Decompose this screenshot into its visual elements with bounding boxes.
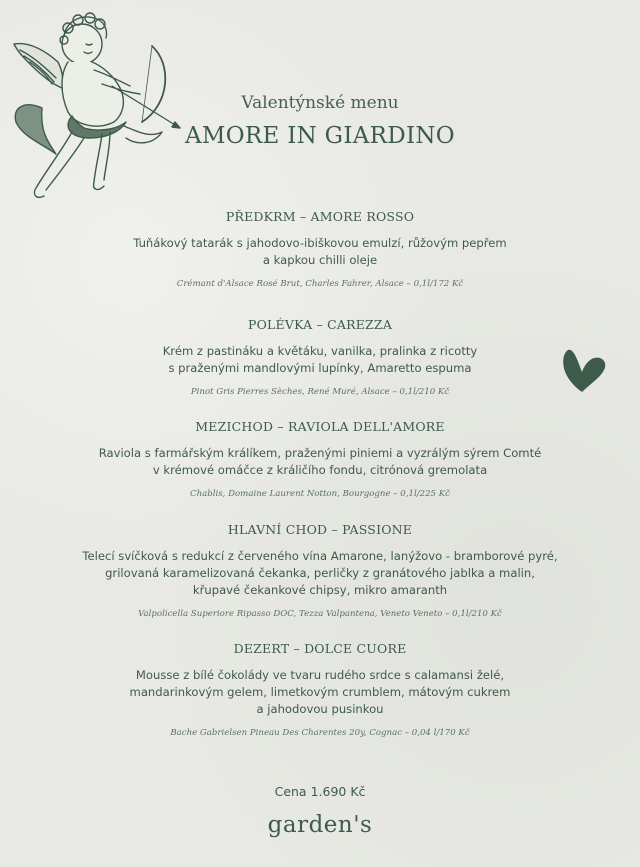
course-title: HLAVNÍ CHOD – PASSIONE: [227, 522, 413, 537]
course-title: DEZERT – DOLCE CUORE: [233, 641, 407, 656]
course-description-line: Raviola s farmářským králíkem, praženými piniemi a vyzrálým sýrem Comté: [98, 446, 542, 460]
course-description-line: Telecí svíčková s redukcí z červeného vína Amarone, lanýžovo - bramborové pyré,: [82, 549, 558, 563]
course-description-line: Tuňákový tatarák s jahodovo-ibiškovou emulzí, růžovým pepřem: [133, 236, 507, 250]
wine-pairing: Chablis, Domaine Laurent Notton, Bourgogne – 0,1l/225 Kč: [190, 489, 450, 499]
course-main: [60, 522, 580, 620]
course-description-line: Krém z pastináku a květáku, vanilka, pralinka z ricotty: [162, 344, 478, 358]
course-description-line: a kapkou chilli oleje: [262, 253, 378, 267]
menu-title: AMORE IN GIARDINO: [185, 123, 455, 149]
course-description-line: a jahodovou pusinkou: [256, 702, 384, 716]
course-description: [60, 235, 580, 269]
menu-subtitle: Valentýnské menu: [241, 93, 399, 113]
course-title: POLÉVKA – CAREZZA: [247, 317, 393, 332]
wine-pairing: Crémant d'Alsace Rosé Brut, Charles Fahrer, Alsace – 0,1l/172 Kč: [176, 279, 464, 289]
wine-pairing: Bache Gabrielsen Pineau Des Charentes 20y, Cognac – 0,04 l/170 Kč: [170, 728, 470, 738]
course-description-line: mandarinkovým gelem, limetkovým crumblem, mátovým cukrem: [129, 685, 511, 699]
course-description-line: křupavé čekankové chipsy, mikro amaranth: [192, 583, 448, 597]
course-starter: [60, 209, 580, 290]
course-intermezzo: [60, 419, 580, 500]
course-title: MEZICHOD – RAVIOLA DELL'AMORE: [195, 419, 445, 434]
course-description: [60, 548, 580, 599]
course-soup: [60, 317, 580, 398]
course-description: [60, 445, 580, 479]
course-description-line: s praženými mandlovými lupínky, Amaretto espuma: [168, 361, 472, 375]
course-dessert: [60, 641, 580, 739]
course-description-line: grilovaná karamelizovaná čekanka, perličky z granátového jablka a malin,: [105, 566, 535, 580]
course-title: PŘEDKRM – AMORE ROSSO: [225, 209, 415, 224]
wine-pairing: Pinot Gris Pierres Sèches, René Muré, Alsace – 0,1l/210 Kč: [190, 387, 450, 397]
course-description: [60, 667, 580, 718]
course-description: [60, 343, 580, 377]
restaurant-logo: garden's: [267, 812, 373, 838]
course-description-line: v krémové omáčce z králičího fondu, citrónová gremolata: [152, 463, 488, 477]
menu-price: Cena 1.690 Kč: [274, 784, 366, 799]
course-description-line: Mousse z bílé čokolády ve tvaru rudého srdce s calamansi želé,: [135, 668, 505, 682]
wine-pairing: Valpolicella Superiore Ripasso DOC, Tezza Valpantena, Veneto Veneto – 0,1l/210 Kč: [138, 609, 502, 619]
